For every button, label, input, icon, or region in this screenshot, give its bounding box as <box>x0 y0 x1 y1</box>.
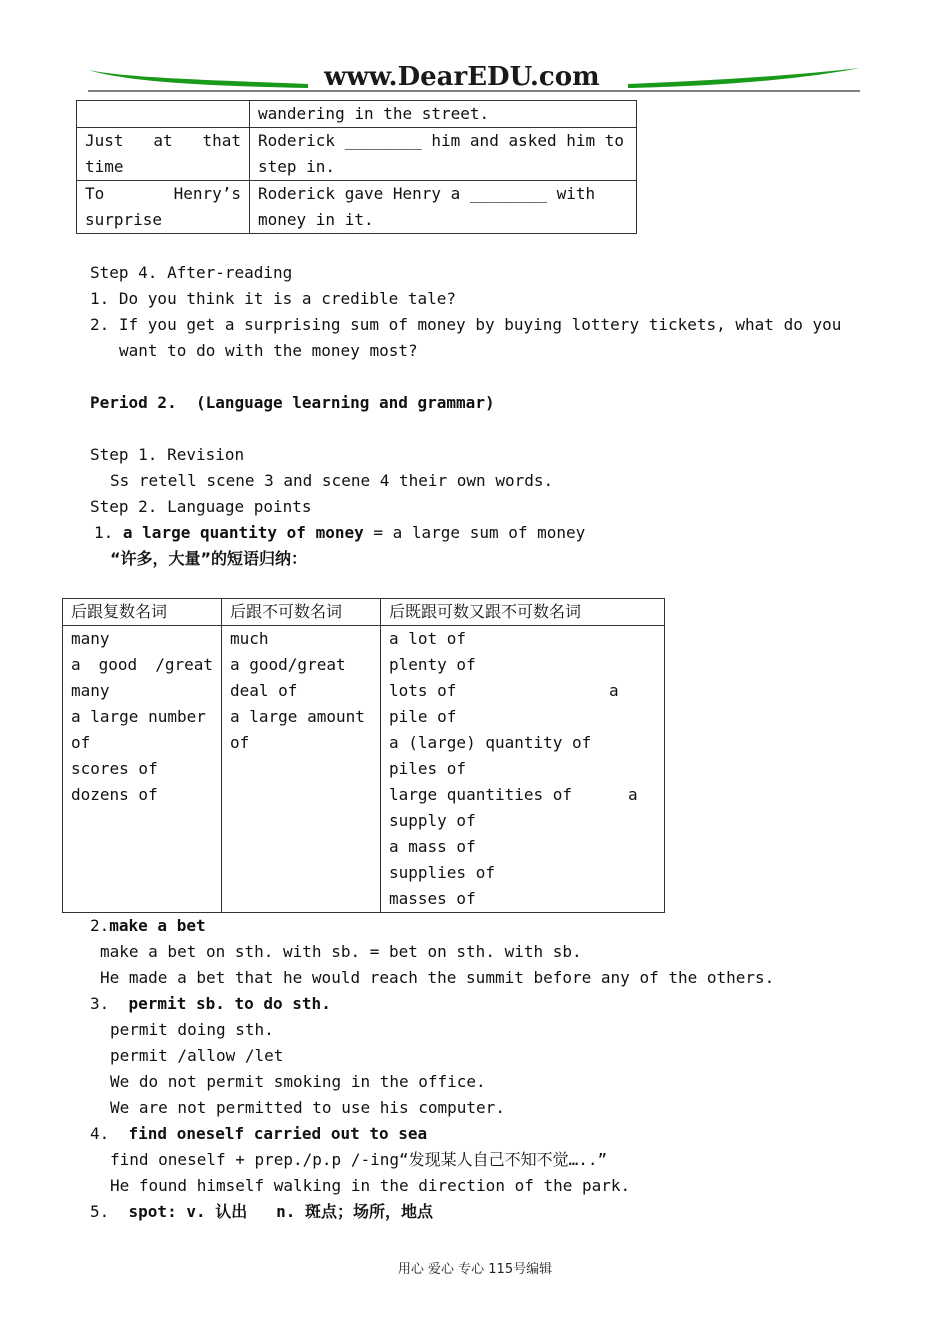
step4-title: Step 4. After-reading <box>90 263 293 282</box>
step1-text: Ss retell scene 3 and scene 4 their own words. <box>110 471 554 490</box>
table-row <box>77 101 637 128</box>
table-row <box>77 181 637 234</box>
point2-line1: make a bet on sth. with sb. = bet on sth. with sb. <box>100 942 582 961</box>
point1: 1. a large quantity of money = a large sum of money <box>94 523 586 542</box>
point3-line1: permit doing sth. <box>110 1020 274 1039</box>
point2-line2: He made a bet that he would reach the summit before any of the others. <box>100 968 775 987</box>
point4: 4. find oneself carried out to sea <box>90 1124 428 1143</box>
point2: 2.make a bet <box>90 916 206 935</box>
point3: 3. permit sb. to do sth. <box>90 994 331 1013</box>
header-banner <box>88 60 860 100</box>
table-row <box>77 128 637 181</box>
table-cell-plural: many a good /great many a large number of scores of dozens of <box>63 626 222 913</box>
table-cell-both: a lot of plenty of lots of a pile of a (large) quantity of piles of large quantities of a supply of a mass of supplies of masses of <box>381 626 665 913</box>
story-table <box>76 100 637 234</box>
table-header: 后跟不可数名词 <box>222 599 381 626</box>
table-header: 后跟复数名词 <box>63 599 222 626</box>
step1-title: Step 1. Revision <box>90 445 245 464</box>
site-logo-text: www.DearEDU.com <box>324 62 600 92</box>
point4-line1: find oneself + prep./p.p /-ing“发现某人自己不知不觉…..” <box>110 1150 608 1169</box>
table-cell: To Henry’s surprise <box>77 181 250 234</box>
step4-question-2-cont: want to do with the money most? <box>119 341 418 360</box>
point5: 5. spot: v. 认出 n. 斑点；场所，地点 <box>90 1202 434 1221</box>
table-cell: Just at that time <box>77 128 250 181</box>
step2-title: Step 2. Language points <box>90 497 312 516</box>
table-cell: wandering in the street. <box>250 101 637 128</box>
table-header-row <box>63 599 665 626</box>
table-cell: Roderick gave Henry a ________ with money in it. <box>250 181 637 234</box>
point3-line2: permit /allow /let <box>110 1046 284 1065</box>
point4-line2: He found himself walking in the direction of the park. <box>110 1176 631 1195</box>
page-footer: 用心 爱心 专心 115号编辑 <box>397 1262 553 1277</box>
quantity-phrases-table <box>62 598 665 913</box>
table-row <box>63 626 665 913</box>
point3-line3: We do not permit smoking in the office. <box>110 1072 486 1091</box>
step4-question-1: 1. Do you think it is a credible tale? <box>90 289 457 308</box>
period2-title: Period 2. (Language learning and grammar) <box>90 393 495 412</box>
point3-line4: We are not permitted to use his computer. <box>110 1098 505 1117</box>
step4-question-2: 2. If you get a surprising sum of money by buying lottery tickets, what do you <box>90 315 842 334</box>
point1-summary: “许多，大量”的短语归纳： <box>110 549 308 568</box>
table-cell <box>77 101 250 128</box>
table-cell-uncountable: much a good/great deal of a large amount of <box>222 626 381 913</box>
table-cell: Roderick ________ him and asked him to step in. <box>250 128 637 181</box>
table-header: 后既跟可数又跟不可数名词 <box>381 599 665 626</box>
